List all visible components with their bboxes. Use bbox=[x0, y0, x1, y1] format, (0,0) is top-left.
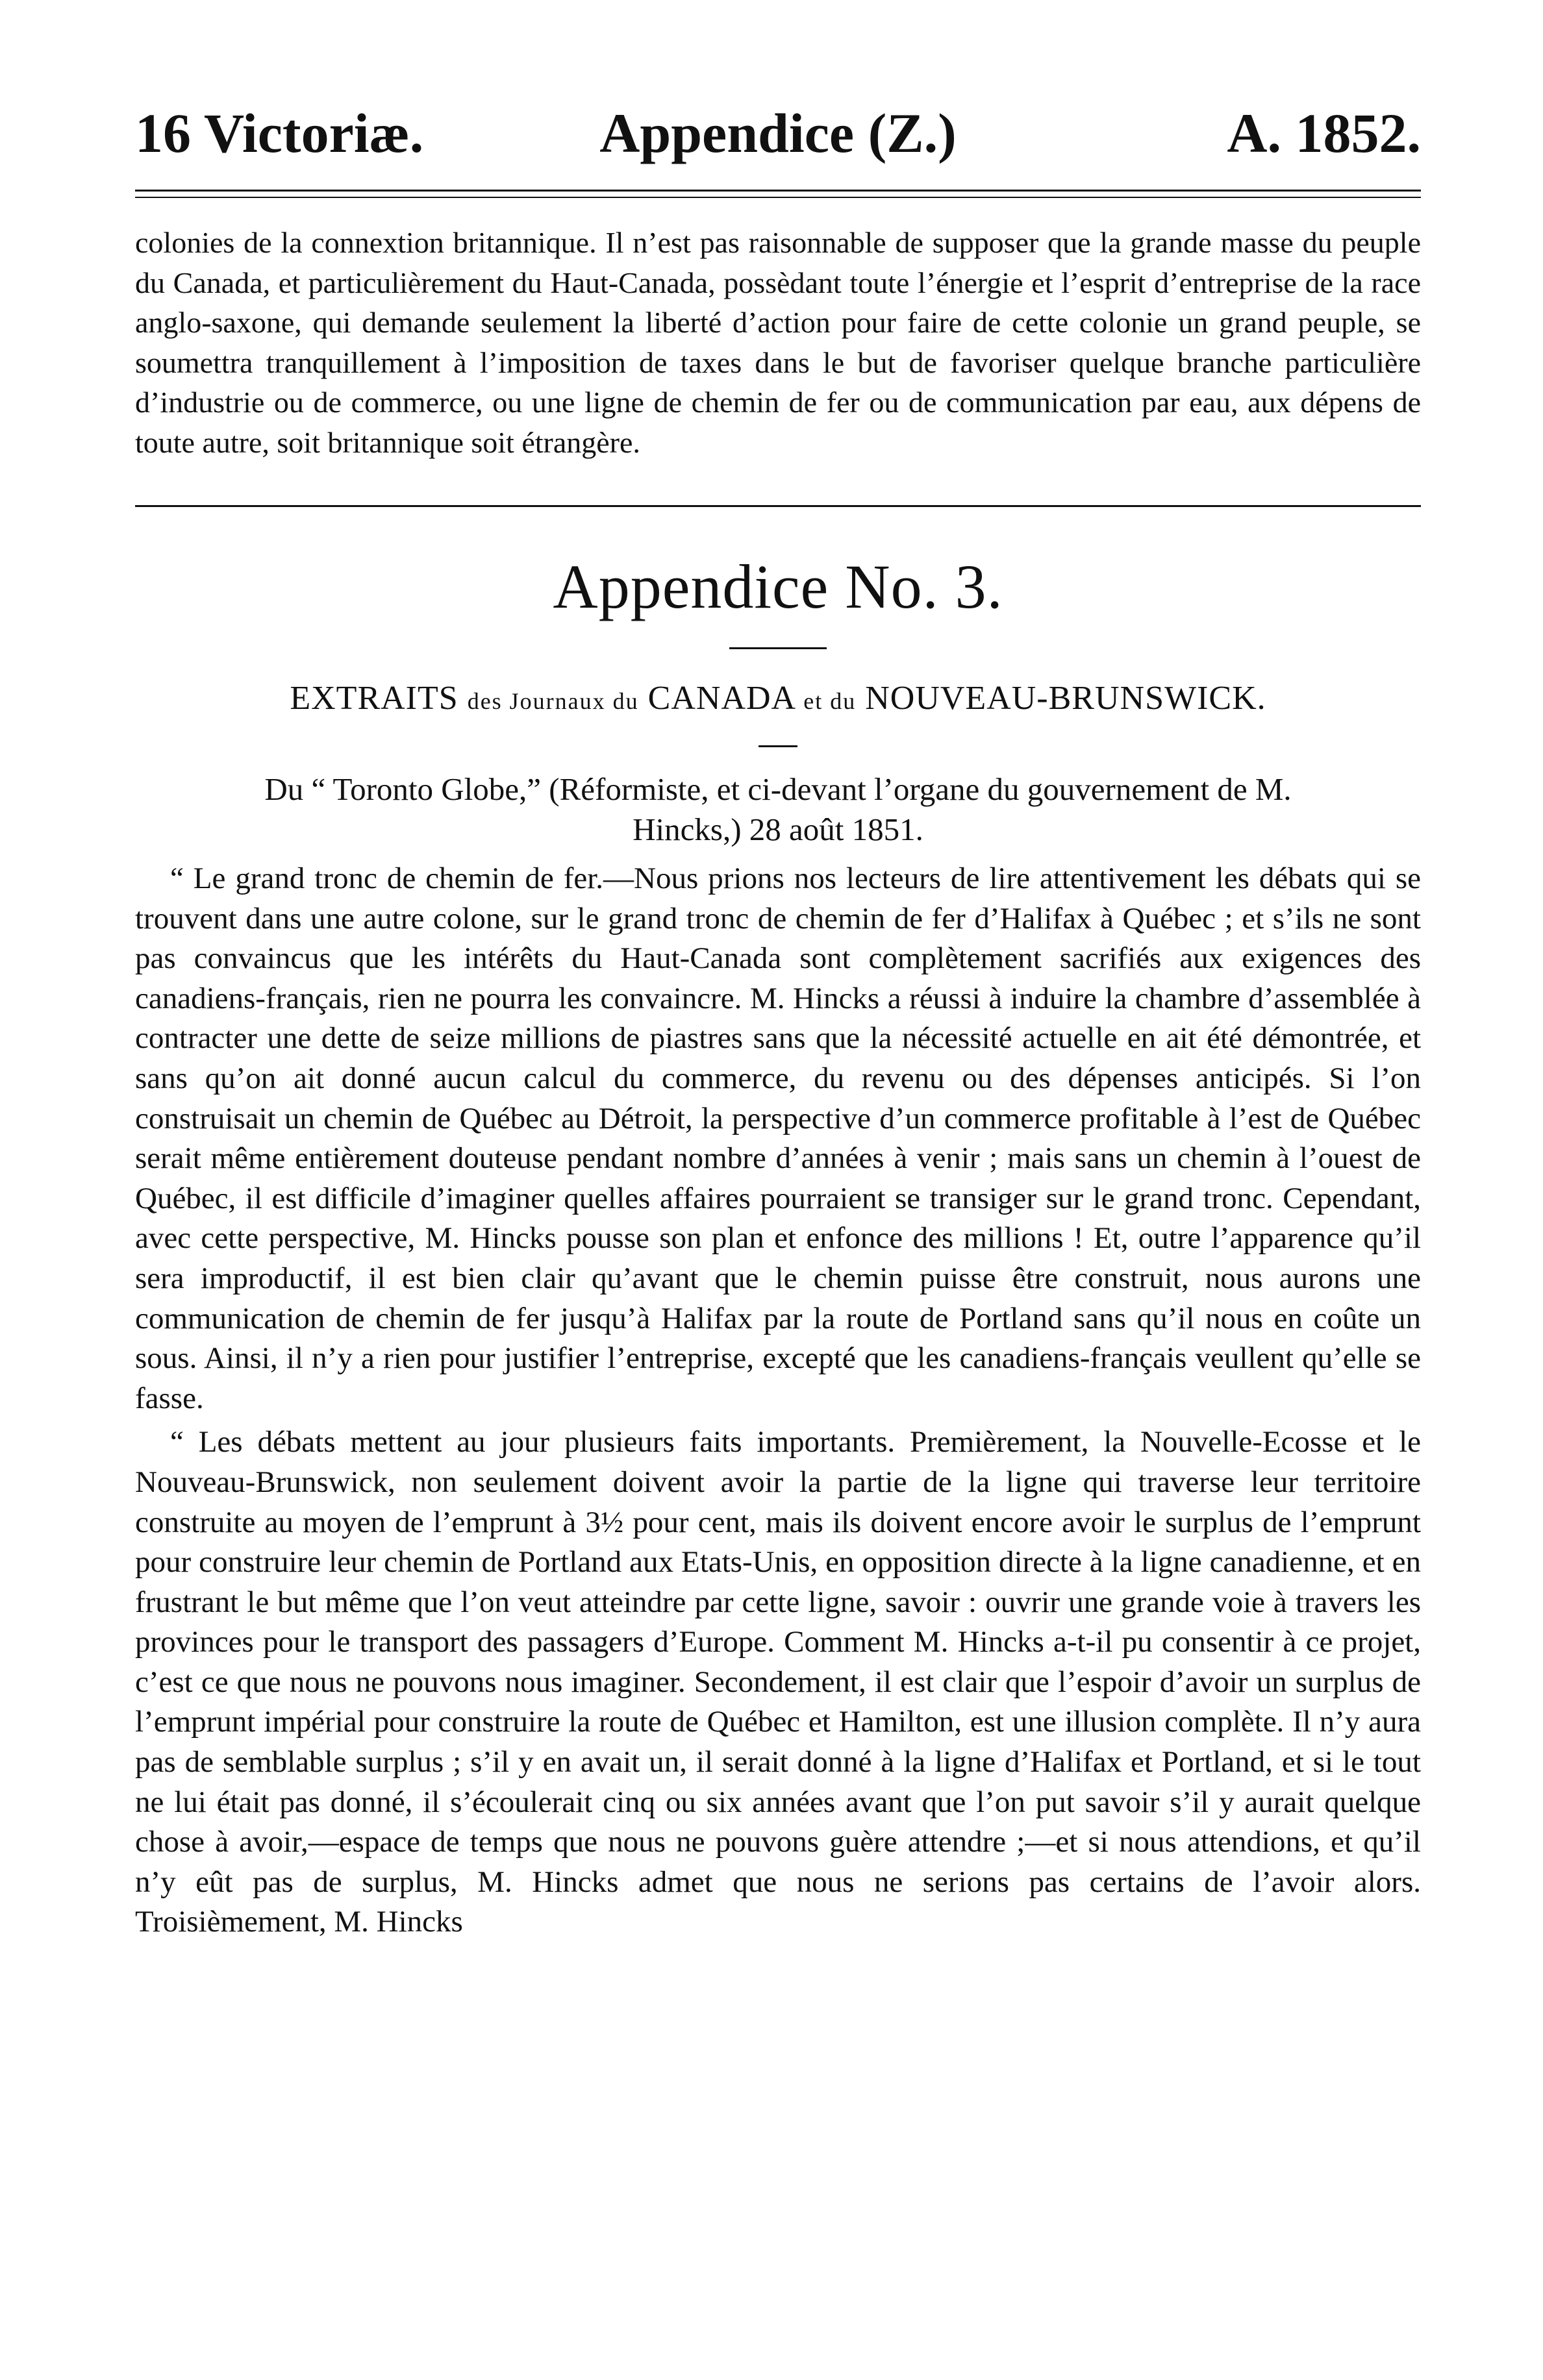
extraits-rule bbox=[759, 745, 797, 747]
extraits-canada: CANADA bbox=[647, 680, 795, 717]
intro-paragraph: colonies de la connextion britannique. Il n’est pas raisonnable de supposer que la grande masse du peuple du Canada, et particulièrement du Haut-Canada, possèdant toute l’énergie et l’esprit d’entreprise de la race anglo-saxone, qui demande seulement la liberté d’action pour faire de cette colonie un grand peuple, se soumettra tranquillement à l’imposition de taxes dans le but de favoriser quelque branche particulière d’industrie ou de commerce, ou une ligne de chemin de fer ou de communication par eau, aux dépens de toute autre, soit britannique soit étrangère. bbox=[135, 226, 1421, 459]
appendix-title: Appendice No. 3. bbox=[553, 552, 1003, 621]
quote-paragraph-2: “ Les débats mettent au jour plusieurs faits importants. Premièrement, la Nouvelle-Ecosse et le Nouveau-Brunswick, non seulement doivent avoir la partie de la ligne qui traverse leur territoire construite au moyen de l’emprunt à 3½ pour cent, mais ils doivent encore avoir le surplus de l’emprunt pour construire leur chemin de Portland aux Etats-Unis, en opposition directe à la ligne canadienne, et en frustrant le but même que l’on veut atteindre par cette ligne, savoir : ouvrir une grande voie à travers les provinces pour le transport des passagers d’Europe. Comment M. Hincks a-t-il pu consentir à ce projet, c’est ce que nous ne pouvons nous imaginer. Secondement, il est clair que l’espoir d’avoir un surplus de l’emprunt impérial pour construire la route de Québec et Hamilton, est une illusion complète. Il n’y aura pas de semblable surplus ; s’il y en avait un, il serait donné à la ligne d’Halifax et Portland, et si le tout ne lui était pas donné, il s’écoulerait cinq ou six années avant que l’on put savoir s’il y aurait quelque chose à avoir,—espace de temps que nous ne pouvons guère attendre ;—et si nous attendions, et qu’il n’y eût pas de surplus, M. Hincks admet que nous ne serions pas certains de l’avoir alors. Troisièmement, M. Hincks bbox=[135, 1425, 1421, 1939]
quote-paragraph-1: “ Le grand tronc de chemin de fer.—Nous prions nos lecteurs de lire attentivement les débats qui se trouvent dans une autre colone, sur le grand tronc de chemin de fer d’Halifax à Québec ; et s’ils ne sont pas convaincus que les intérêts du Haut-Canada sont complètement sacrifiés aux exigences des canadiens-français, rien ne pourra les convaincre. M. Hincks a réussi à induire la chambre d’assemblée à contracter une dette de seize millions de piastres sans que la nécessité actuelle en ait été démontrée, et sans qu’on ait donné aucun calcul du commerce, du revenu ou des dépenses anticipés. Si l’on construisait un chemin de Québec au Détroit, la perspective d’un commerce profitable à l’est de Québec serait même entièrement douteuse pendant nombre d’années à venir ; mais sans un chemin à l’ouest de Québec, il est difficile d’imaginer quelles affaires pourraient se transiger sur le grand tronc. Cependant, avec cette perspective, M. Hincks pousse son plan et enfonce des millions ! Et, outre l’apparence qu’il sera improductif, il est bien clair qu’avant que le chemin puisse être construit, nous aurons une communication de chemin de fer jusqu’à Halifax par la route de Portland sans qu’il nous en coûte un sous. Ainsi, il n’y a rien pour justifier l’entreprise, excepté que les canadiens-français veullent qu’elle se fasse. bbox=[135, 862, 1421, 1415]
source-line-1: Du “ Toronto Globe,” (Réformiste, et ci-devant l’organe du gouvernement de M. bbox=[264, 771, 1292, 807]
section-divider bbox=[135, 505, 1421, 507]
extraits-et-du: et du bbox=[803, 688, 857, 714]
extraits-nouveau-brunswick: NOUVEAU-BRUNSWICK. bbox=[865, 680, 1266, 717]
page bbox=[135, 97, 1421, 1942]
running-head bbox=[135, 97, 1421, 175]
header-double-rule bbox=[135, 190, 1421, 198]
title-rule bbox=[729, 647, 827, 649]
header-session: 16 Victoriæ. bbox=[135, 102, 424, 164]
extraits-heading bbox=[135, 678, 1421, 722]
source-citation bbox=[135, 769, 1421, 850]
source-line-2: Hincks,) 28 août 1851. bbox=[633, 812, 923, 847]
extraits-word: EXTRAITS bbox=[290, 680, 458, 717]
header-appendix: Appendice (Z.) bbox=[599, 102, 957, 164]
extraits-journaux: des Journaux du bbox=[467, 688, 639, 714]
header-year: A. 1852. bbox=[1227, 102, 1421, 164]
